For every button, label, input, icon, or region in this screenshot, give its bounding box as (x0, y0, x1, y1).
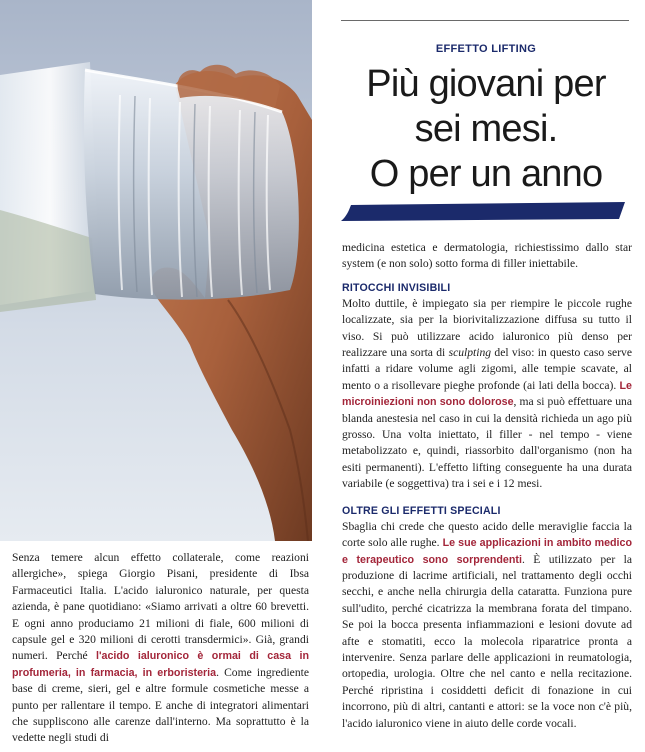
section-paragraph (342, 519, 632, 732)
section-heading: OLTRE GLI EFFETTI SPECIALI (342, 504, 501, 517)
left-column (12, 550, 309, 747)
headline-ribbon (341, 202, 625, 221)
headline-line: sei mesi. (414, 108, 558, 150)
highlight-text: l'acido ialuronico è ormai di casa in profumeria, in farmacia, in erboristeria (12, 650, 309, 679)
body-text: . È utilizzato per la produzione di lacrime artificiali, nel trattamento degli occhi secchi, e anche nella chirurgia della cataratta. Funziona pure sull'udito, perché cicatrizza la membrana forata del timpano. Se poi la bocca presenta infiammazioni e lesioni dovute ad afte e stomatiti, ecco la molecola riparatrice pronta a intervenire. Senza parlare delle applicazioni in reumatologia, ortopedia, urologia. Oltre che nel canto e nella recitazione. Perché ripristina i cosiddetti deficit di fonazione in cui incorrono, più di altri, cantanti e attori: se la voce non c'è più, l'acido ialuronico viene in aiuto delle corde vocali. (342, 552, 632, 730)
body-text: Sbaglia chi crede che questo acido delle meraviglie faccia la corte solo alle rughe. (342, 519, 632, 550)
article-photo (0, 0, 312, 541)
headline-line: Più giovani per (366, 63, 606, 105)
italic-term: sculpting (448, 346, 492, 360)
section-heading: RITOCCHI INVISIBILI (342, 281, 451, 294)
body-text: , ma si può effettuare una blanda anestesia nel caso in cui la densità richieda un ago più grosso. Una volta iniettato, il filler - nel tempo - viene metabolizzato e, quindi, riassorbito dall'organismo (non ha esiti permanenti). L'effetto lifting conseguente ha una durata variabile (e soggettiva) tra i sei e i 12 mesi. (342, 395, 632, 491)
highlight-text: Le microiniezioni non sono dolorose (342, 379, 632, 409)
body-text: del viso: in questo caso serve infatti a ridare volume agli zigomi, alle tempie scavate, al mento o a risollevare pieghe profonde (ai lati della bocca). (342, 346, 633, 392)
highlight-text: Le sue applicazioni in ambito medico e terapeutico sono sorprendenti (342, 537, 632, 566)
left-paragraph (12, 550, 309, 747)
headline-line: O per un anno (369, 153, 603, 195)
body-text: Molto duttile, è impiegato sia per riempire le piccole rughe localizzate, sia per la biorivitalizzazione diffusa su tutto il viso. Si può utilizzare acido ialuronico più denso per realizzare una sorta di (342, 296, 632, 360)
body-text: . Come ingrediente base di creme, sieri, gel e altre formule cosmetiche messe a punto per rallentare il tempo. E anche di integratori alimentari che suppliscono alle carenze dall'interno. Ma soprattutto è la vedette negli studi di (12, 665, 309, 745)
section-paragraph (342, 296, 632, 493)
body-text: Senza temere alcun effetto collaterale, come reazioni allergiche», spiega Giorgio Pisani, presidente di Ibsa Farmaceutici Italia. L'acido ialuronico naturale, per questa azienda, è pane quotidiano: «Siamo arrivati a oltre 60 brevetti. E ogni anno produciamo 21 milioni di fiale, 600 milioni di capsule gel e 320 milioni di cerotti transdermici». Già, grandi numeri. Perché (12, 551, 309, 663)
right-column (342, 240, 632, 732)
intro-paragraph: medicina estetica e dermatologia, richiestissimo dallo star system (e non solo) sotto forma di filler iniettabile. (342, 241, 632, 271)
section-kicker: EFFETTO LIFTING (435, 43, 537, 55)
hand-pouring-water-glass-photo (0, 0, 312, 541)
article-headline (338, 62, 634, 197)
top-rule (341, 20, 629, 21)
